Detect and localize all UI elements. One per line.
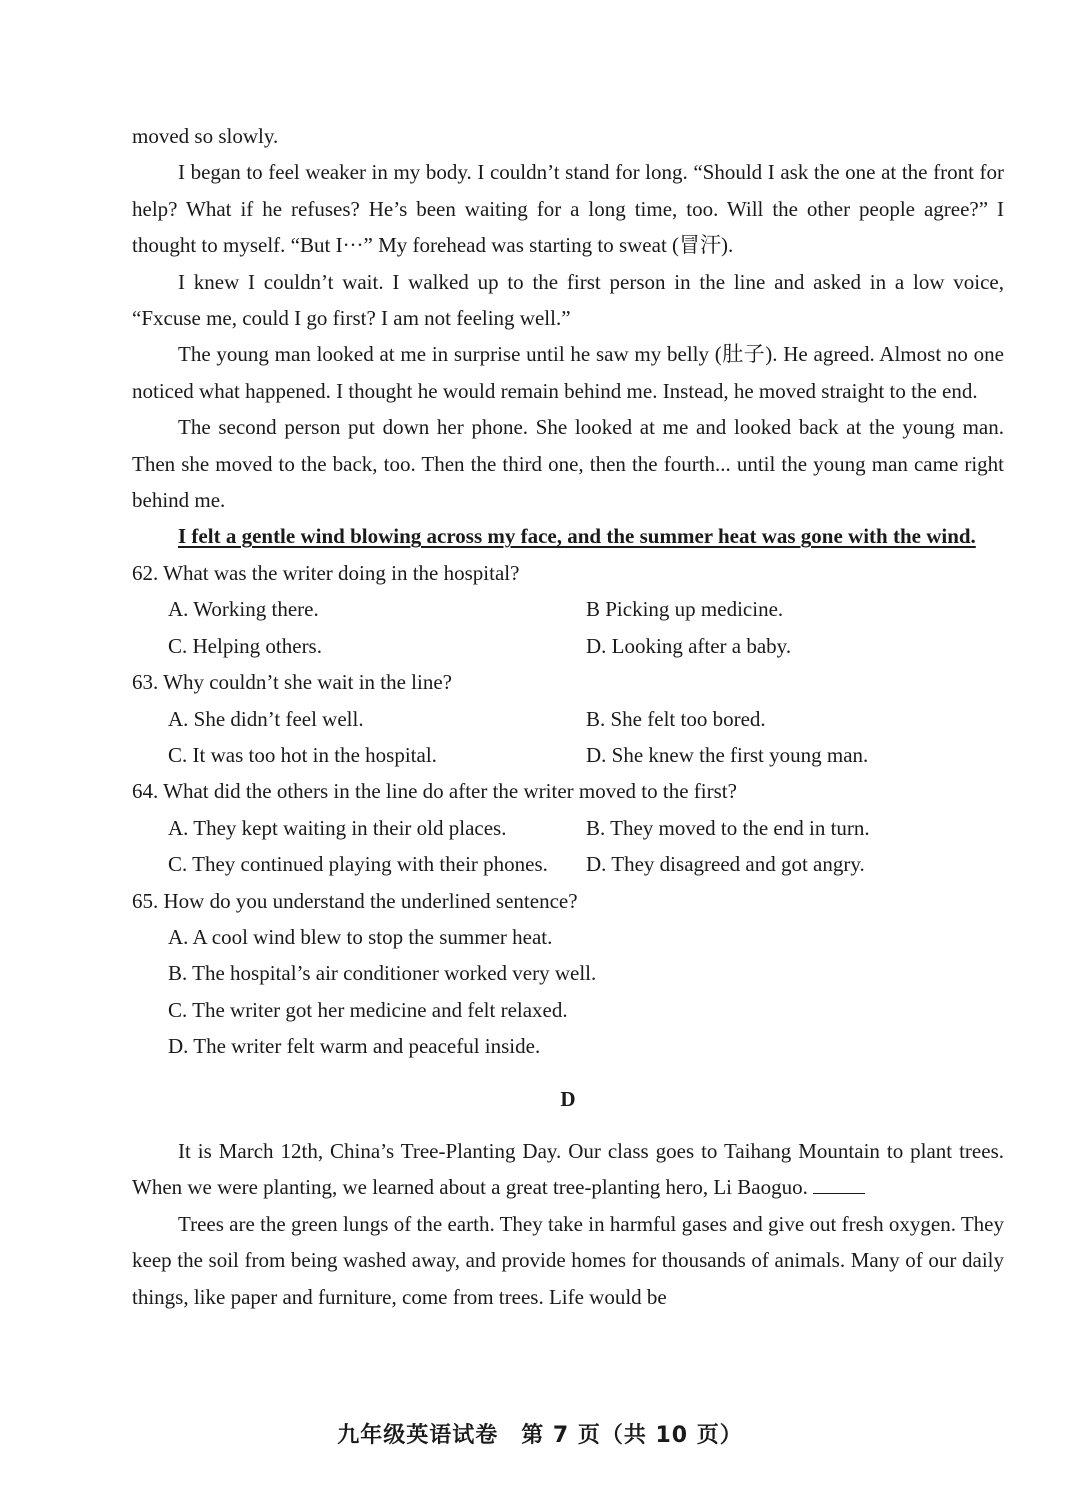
section-d-paragraph-1-text: It is March 12th, China’s Tree-Planting Day. Our class goes to Taihang Mountain to plant trees. When we were planting, we learned about a great tree-planting hero, Li Baoguo. bbox=[132, 1138, 1004, 1200]
question-63-stem: 63. Why couldn’t she wait in the line? bbox=[132, 670, 452, 695]
passage-paragraph: I knew I couldn’t wait. I walked up to the first person in the line and asked in a low voice, “Fxcuse me, could I go first? I am not feeling well.” bbox=[132, 269, 1004, 331]
option-a: A. Working there. bbox=[168, 597, 319, 622]
option-c: C. Helping others. bbox=[168, 633, 322, 658]
question-65-stem: 65. How do you understand the underlined sentence? bbox=[132, 888, 578, 913]
option-row bbox=[168, 846, 1004, 882]
option-b: B Picking up medicine. bbox=[586, 597, 784, 622]
passage-paragraph: The young man looked at me in surprise until he saw my belly (肚子). He agreed. Almost no one noticed what happened. I thought he would remain behind me. Instead, he moved straight to the end. bbox=[132, 342, 1004, 403]
option-row bbox=[168, 591, 1004, 627]
option-d: D. The writer felt warm and peaceful inside. bbox=[168, 1034, 541, 1059]
question-62-options bbox=[132, 591, 1004, 664]
option-d: D. She knew the first young man. bbox=[586, 742, 869, 767]
question-62-stem: 62. What was the writer doing in the hospital? bbox=[132, 560, 520, 585]
passage-paragraph: I began to feel weaker in my body. I couldn’t stand for long. “Should I ask the one at the front for help? What if he refuses? He’s been waiting for a long time, too. Will the other people agree?” I thought to myself. “But I···” My forehead was starting to sweat (冒汗). bbox=[132, 160, 1004, 258]
option-row bbox=[168, 701, 1004, 737]
question-64-stem: 64. What did the others in the line do after the writer moved to the first? bbox=[132, 779, 737, 804]
passage-paragraph: moved so slowly. bbox=[132, 124, 279, 148]
exam-page-body bbox=[132, 118, 1004, 1315]
page-footer: 九年级英语试卷 第 7 页（共 10 页） bbox=[337, 1423, 743, 1448]
option-b: B. The hospital’s air conditioner worked very well. bbox=[168, 961, 597, 986]
underlined-sentence: I felt a gentle wind blowing across my face, and the summer heat was gone with the wind. bbox=[178, 524, 976, 549]
option-d: D. They disagreed and got angry. bbox=[586, 852, 865, 877]
option-row bbox=[168, 810, 1004, 846]
passage-paragraph-underlined bbox=[132, 518, 1004, 554]
question-63-options bbox=[132, 701, 1004, 774]
option-a: A. She didn’t feel well. bbox=[168, 706, 364, 731]
section-d-paragraph-1 bbox=[132, 1133, 1004, 1206]
section-d-paragraph-2: Trees are the green lungs of the earth. They take in harmful gases and give out fresh oxygen. They keep the soil from being washed away, and provide homes for thousands of animals. Many of our daily things, like paper and furniture, come from trees. Life would be bbox=[132, 1211, 1004, 1309]
option-c: C. It was too hot in the hospital. bbox=[168, 742, 437, 767]
option-b: B. She felt too bored. bbox=[586, 706, 766, 731]
option-c: C. They continued playing with their phones. bbox=[168, 852, 548, 877]
option-row bbox=[168, 628, 1004, 664]
option-row bbox=[168, 737, 1004, 773]
question-65-options bbox=[132, 919, 1004, 1065]
option-a: A. A cool wind blew to stop the summer heat. bbox=[168, 924, 553, 949]
answer-blank bbox=[813, 1175, 865, 1194]
passage-paragraph: The second person put down her phone. She looked at me and looked back at the young man. Then she moved to the back, too. Then the third one, then the fourth... until the young man came right behind me. bbox=[132, 415, 1004, 513]
option-d: D. Looking after a baby. bbox=[586, 633, 792, 658]
option-a: A. They kept waiting in their old places. bbox=[168, 815, 507, 840]
option-b: B. They moved to the end in turn. bbox=[586, 815, 870, 840]
option-c: C. The writer got her medicine and felt relaxed. bbox=[168, 997, 568, 1022]
section-d-title: D bbox=[560, 1086, 576, 1111]
question-64-options bbox=[132, 810, 1004, 883]
